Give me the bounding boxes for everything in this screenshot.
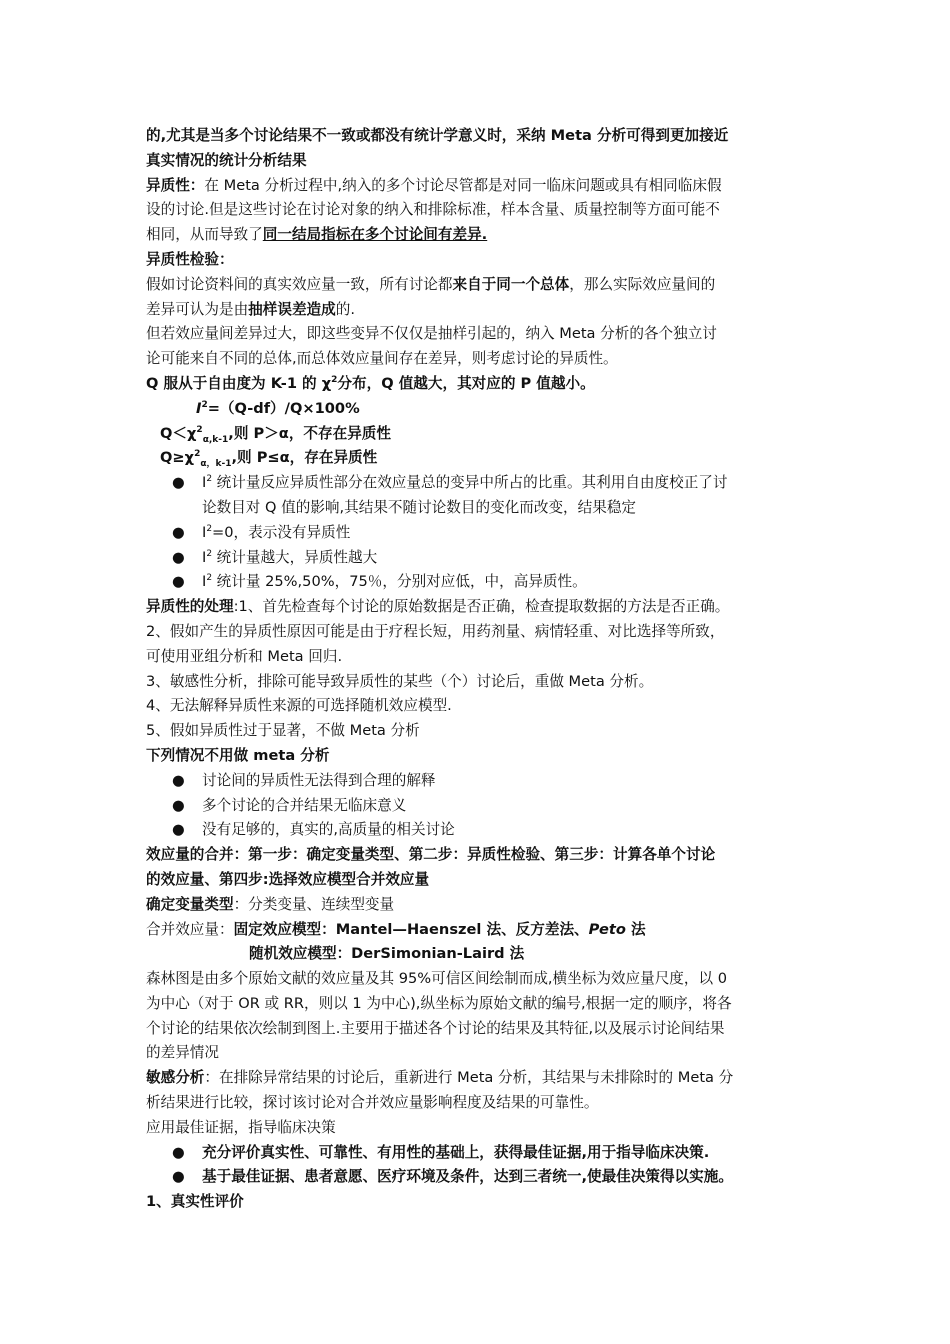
text-line: 2、假如产生的异质性原因可能是由于疗程长短，用药剂量、病情轻重、对比选择等所致， — [146, 622, 725, 640]
text-line: 假如讨论资料间的真实效应量一致，所有讨论都来自于同一个总体，那么实际效应量间的 — [146, 275, 716, 293]
bullet-icon: ● — [172, 548, 185, 566]
document-page — [146, 124, 810, 1215]
text-line: 的,尤其是当多个讨论结果不一致或都没有统计学意义时，采纳 Meta 分析可得到更加接近 — [146, 127, 729, 144]
text-line: 森林图是由多个原始文献的效应量及其 95%可信区间绘制而成,横坐标为效应量尺度，以 0 — [146, 970, 728, 988]
section-heading: 下列情况不用做 meta 分析 — [146, 746, 330, 764]
bullet-icon: ● — [172, 771, 185, 789]
text-line: 个讨论的结果依次绘制到图上.主要用于描述各个讨论的结果及其特征,以及展示讨论间结果 — [146, 1019, 725, 1037]
text-line: 4、无法解释异质性来源的可选择随机效应模型. — [146, 697, 452, 715]
bullet-icon: ● — [172, 1168, 185, 1186]
text-line: 但若效应量间差异过大，即这些变异不仅仅是抽样引起的，纳入 Meta 分析的各个独立讨 — [146, 325, 717, 343]
text-line: 真实情况的统计分析结果 — [146, 151, 307, 169]
text-line: 确定变量类型：分类变量、连续型变量 — [146, 895, 395, 913]
text-line: 合并效应量：固定效应模型：Mantel—Haenszel 法、反方差法、Peto 法 — [146, 920, 646, 938]
q-statistic-line: Q 服从于自由度为 K-1 的 $\chi^2$分布，Q 值越大，其对应的 P 值越小。 — [146, 374, 595, 392]
underlined-emphasis: 同一结局指标在多个讨论间有差异. — [262, 226, 488, 244]
list-item: ● $I^2$ 统计量反应异质性部分在效应量总的变异中所占的比重。其利用自由度校正了讨 论数目对 Q 值的影响,其结果不随讨论数目的变化而改变，结果稳定 — [146, 471, 810, 521]
bullet-icon: ● — [172, 821, 185, 839]
text-line: 析结果进行比较，探讨该讨论对合并效应量影响程度及结果的可靠性。 — [146, 1094, 599, 1112]
text-line: 论可能来自不同的总体,而总体效应量间存在差异，则考虑讨论的异质性。 — [146, 350, 618, 368]
text-line: 可使用亚组分析和 Meta 回归. — [146, 647, 343, 665]
list-item: ● 讨论间的异质性无法得到合理的解释 — [146, 769, 810, 794]
bullet-icon: ● — [172, 474, 185, 492]
text-line: 异质性的处理:1、首先检查每个讨论的原始数据是否正确，检查提取数据的方法是否正确。 — [146, 598, 730, 616]
list-item: ● 没有足够的，真实的,高质量的相关讨论 — [146, 818, 810, 843]
text-line: 为中心（对于 OR 或 RR，则以 1 为中心),纵坐标为原始文献的编号,根据一定的顺序，将各 — [146, 994, 732, 1012]
bullet-icon: ● — [172, 1143, 185, 1161]
list-item: ● $I^2=0$，表示没有异质性 — [146, 521, 810, 546]
text-line: 设的讨论.但是这些讨论在讨论对象的纳入和排除标准，样本含量、质量控制等方面可能不 — [146, 201, 720, 219]
text-line: 5、假如异质性过于显著，不做 Meta 分析 — [146, 722, 420, 740]
text-line: 随机效应模型：DerSimonian-Laird 法 — [249, 945, 525, 963]
section-heading: 1、真实性评价 — [146, 1193, 244, 1211]
bullet-icon: ● — [172, 523, 185, 541]
text-line: 的效应量、第四步:选择效应模型合并效应量 — [146, 870, 430, 888]
text-line: 应用最佳证据，指导临床决策 — [146, 1118, 336, 1136]
text-line: 差异可认为是由抽样误差造成的. — [146, 300, 355, 318]
heterogeneity-label: 异质性： — [146, 176, 205, 194]
text-line: 相同，从而导致了同一结局指标在多个讨论间有差异. — [146, 226, 488, 244]
list-item: ● 充分评价真实性、可靠性、有用性的基础上，获得最佳证据,用于指导临床决策. — [146, 1141, 810, 1166]
processing-label: 异质性的处理 — [146, 598, 234, 616]
text-line: 敏感分析：在排除异常结果的讨论后，重新进行 Meta 分析，其结果与未排除时的 Meta 分 — [146, 1069, 734, 1087]
list-item: ● 基于最佳证据、患者意愿、医疗环境及条件，达到三者统一,使最佳决策得以实施。 — [146, 1165, 810, 1190]
list-item: ● $I^2$ 统计量 25%,50%，75％，分别对应低，中，高异质性。 — [146, 570, 810, 595]
section-heading: 异质性检验： — [146, 250, 234, 268]
bullet-icon: ● — [172, 573, 185, 591]
list-item: ● $I^2$ 统计量越大，异质性越大 — [146, 546, 810, 571]
condition-line: $Q<\chi^2_{\alpha,k-1}$,则 P＞α，不存在异质性 — [160, 424, 391, 445]
i2-formula: $I^2=(Q-df)/Q\times 100\%$ — [196, 399, 360, 417]
text-line: 效应量的合并：第一步：确定变量类型、第二步：异质性检验、第三步：计算各单个讨论 — [146, 846, 716, 864]
condition-line: $Q\ge\chi^2_{\alpha,k-1}$,则 P≤α，存在异质性 — [160, 449, 378, 470]
text-line: 的差异情况 — [146, 1044, 219, 1062]
heterogeneity-definition: 异质性：在 Meta 分析过程中,纳入的多个讨论尽管都是对同一临床问题或具有相同临床假 — [146, 176, 722, 194]
text-line: 3、敏感性分析，排除可能导致异质性的某些（个）讨论后，重做 Meta 分析。 — [146, 672, 654, 690]
list-item: ● 多个讨论的合并结果无临床意义 — [146, 794, 810, 819]
bullet-icon: ● — [172, 796, 185, 814]
